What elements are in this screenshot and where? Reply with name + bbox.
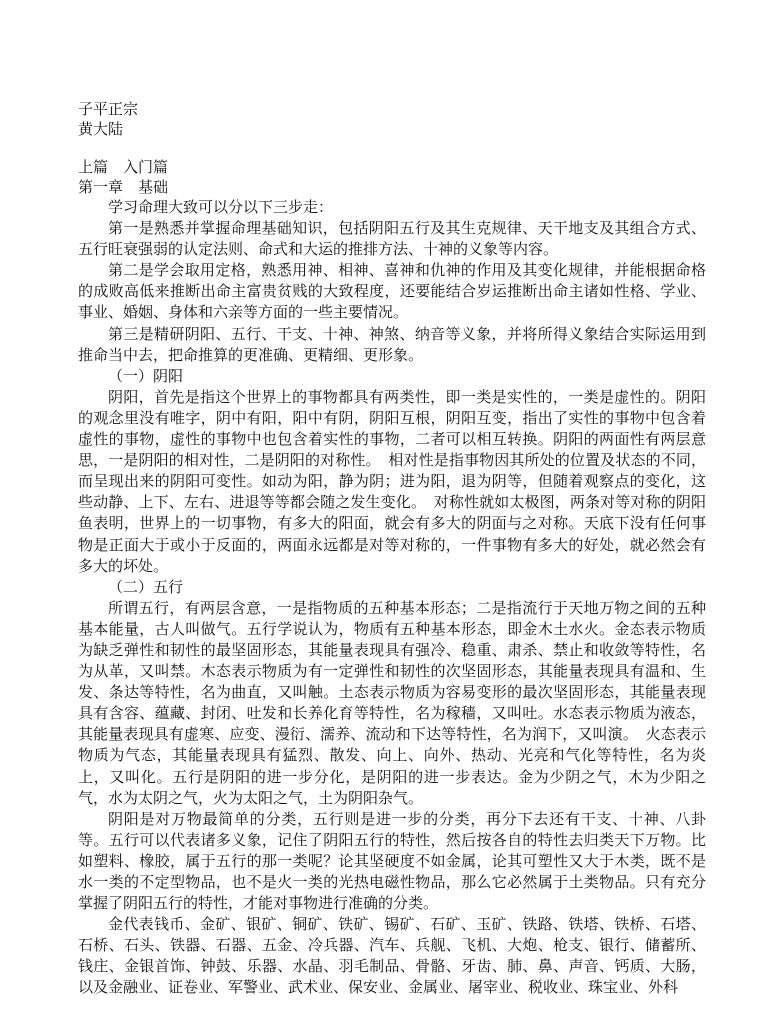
part-heading: 上篇 入门篇 (78, 158, 169, 176)
intro-paragraph: 学习命理大致可以分以下三步走： (108, 198, 334, 216)
step-one-paragraph: 第一是熟悉并掌握命理基础知识，包括阴阳五行及其生克规律、天干地支及其组合方式、五行旺衰强弱的认定法则、命式和大运的推排方法、十神的义象等内容。 (78, 219, 706, 259)
step-three-paragraph: 第三是精研阴阳、五行、干支、十神、神煞、纳音等义象，并将所得义象结合实际运用到推命当中去，把命推算的更准确、更精细、更形象。 (78, 324, 706, 364)
yinyang-paragraph: 阴阳，首先是指这个世界上的事物都具有两类性，即一类是实性的，一类是虚性的。阴阳的观念里没有唯字，阴中有阳，阳中有阴，阴阳互根，阴阳互变，指出了实性的事物中包含着虚性的事物，虚性的事物中也包含着实性的事物，二者可以相互转换。阴阳的两面性有两层意思，一是阴阳的相对性，二是阴阳的对称性。 相对性是指事物因其所处的位置及状态的不同，而呈现出来的阴阳可变性。如动为阳，静为阴；进为阳，退为阴等，但随着观察点的变化，这些动静、上下、左右、进退等等都会随之发生变化。 对称性就如太极图，两条对等对称的阴阳鱼表明，世界上的一切事物，有多大的阳面，就会有多大的阴面与之对称。天底下没有任何事物是正面大于或小于反面的，两面永远都是对等对称的，一件事物有多大的好处，就必然会有多大的坏处。 (78, 387, 706, 575)
wuxing-paragraph: 所谓五行，有两层含意，一是指物质的五种基本形态；二是指流行于天地万物之间的五种基本能量，古人叫做气。五行学说认为，物质有五种基本形态，即金木土水火。金态表示物质为缺乏弹性和韧性的最坚固形态，其能量表现具有强冷、稳重、肃杀、禁止和收敛等特性，名为从革，又叫禁。木态表示物质为有一定弹性和韧性的次坚固形态，其能量表现具有温和、生发、条达等特性，名为曲直，又叫触。土态表示物质为容易变形的最次坚固形态，其能量表现具有含容、蕴藏、封闭、吐发和长养化育等特性，名为稼穑，又叫吐。水态表示物质为液态，其能量表现具有虚寒、应变、漫衍、濡养、流动和下达等特性，名为润下，又叫演。 火态表示物质为气态，其能量表现具有猛烈、散发、向上、向外、热动、光亮和气化等特性，名为炎上，又叫化。五行是阴阳的进一步分化，是阴阳的进一步表达。金为少阴之气，木为少阳之气，水为太阴之气，火为太阳之气，土为阴阳杂气。 (78, 598, 706, 807)
chapter-heading: 第一章 基础 (78, 177, 169, 196)
book-title: 子平正宗 (78, 100, 139, 118)
book-author: 黄大陆 (78, 119, 124, 138)
section-heading-yinyang: （一）阴阳 (108, 366, 184, 385)
step-two-paragraph: 第二是学会取用定格，熟悉用神、相神、喜神和仇神的作用及其变化规律，并能根据命格的成败高低来推断出命主富贵贫贱的大致程度，还要能结合岁运推断出命主诸如性格、学业、事业、婚姻、身体和六亲等方面的一些主要情况。 (78, 261, 706, 322)
spacer (78, 139, 706, 158)
section-heading-wuxing: （二）五行 (108, 577, 184, 596)
title-block (78, 100, 706, 139)
classification-paragraph: 阴阳是对万物最简单的分类，五行则是进一步的分类，再分下去还有干支、十神、八卦等。五行可以代表诸多义象，记住了阴阳五行的特性，然后按各自的特性去归类天下万物。比如塑料、橡胶，属于五行的那一类呢？论其坚硬度不如金属，论其可塑性又大于木类，既不是水一类的不定型物品，也不是火一类的光热电磁性物品，那么它必然属于土类物品。只有充分掌握了阴阳五行的特性，才能对事物进行准确的分类。 (78, 809, 706, 913)
metal-paragraph: 金代表钱币、金矿、银矿、铜矿、铁矿、锡矿、石矿、玉矿、铁路、铁塔、铁桥、石塔、石桥、石头、铁器、石器、五金、冷兵器、汽车、兵舰、飞机、大炮、枪支、银行、储蓄所、钱庄、金银首饰、钟鼓、乐器、水晶、羽毛制品、骨骼、牙齿、肺、鼻、声音、钙质、大肠，以及金融业、证卷业、军警业、武术业、保安业、金属业、屠宰业、税收业、珠宝业、外科 (78, 915, 706, 997)
